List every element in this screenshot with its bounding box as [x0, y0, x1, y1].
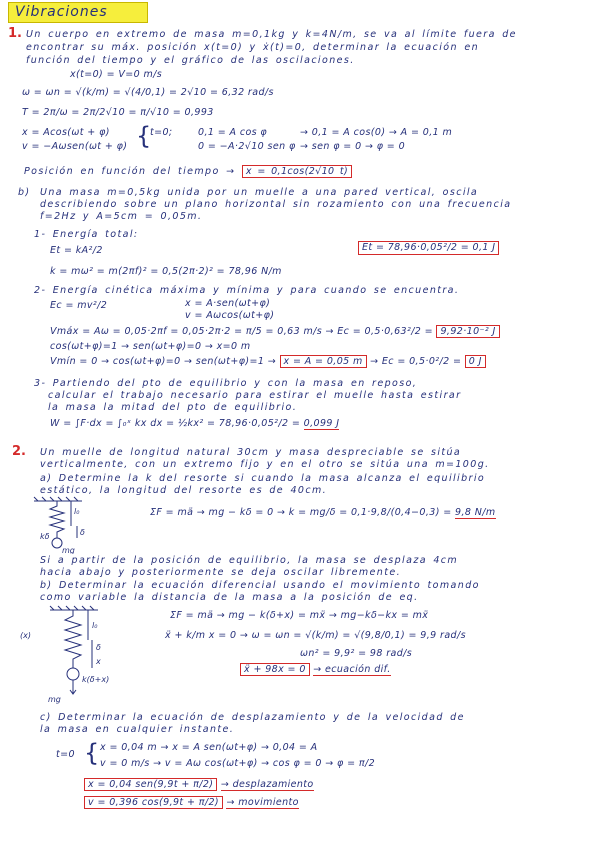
displacement-equation: x = 0,04 sen(9,9t + π/2) — [84, 778, 217, 791]
elongation-label: δ — [96, 643, 101, 652]
problem-2-number: 2. — [12, 444, 26, 459]
position-function-result: x = 0,1cos(2√10 t) — [242, 165, 352, 178]
static-spring-diagram — [22, 496, 122, 554]
initial-position-condition: x = 0,04 m → x = A sen(ωt+φ) → 0,04 = A — [100, 742, 318, 753]
amplitude-result: → 0,1 = A cos(0) → A = 0,1 m — [300, 127, 453, 138]
axis-label: (x) — [20, 631, 31, 640]
ceiling-hatch — [34, 497, 78, 501]
displacement-label: x — [96, 657, 101, 666]
page-title: Vibraciones — [8, 2, 148, 23]
displacement-formula: x = A·sen(ωt+φ) — [185, 298, 271, 309]
weight-label: mg — [48, 695, 61, 704]
velocity-label: → movimiento — [226, 797, 299, 808]
spring-constant-formula: k = mω² = m(2πf)² = 0,5(2π·2)² = 78,96 N/m — [50, 266, 282, 277]
spring-force-label: k(δ+x) — [82, 675, 110, 684]
elongation-label: δ — [80, 528, 85, 537]
intro-line-2: hacia abajo y posteriormente se deja oscilar libremente. — [40, 567, 402, 578]
equilibrium-position-line: cos(ωt+φ)=1 → sen(ωt+φ)=0 → x=0 m — [50, 341, 251, 352]
position-function-line — [24, 166, 352, 178]
oscillating-spring-diagram — [18, 604, 138, 704]
problem-1-statement-line-1: Un cuerpo en extremo de masa m=0,1kg y k=4N/m, se va al límite fuera de — [26, 29, 517, 40]
work-line — [50, 418, 339, 430]
problem-1-statement-line-2: encontrar su máx. posición x(t=0) y ẋ(t)=0, determinar la ecuación en — [26, 42, 479, 53]
phase-result: → sen φ = 0 → φ = 0 — [300, 141, 406, 152]
hanging-mass — [67, 668, 79, 680]
min-velocity-line — [50, 356, 486, 368]
problem-1b-label: b) — [18, 187, 31, 198]
hanging-mass — [52, 538, 62, 548]
part-a-line-1: a) Determine la k del resorte si cuando la masa alcanza el equilibrio — [40, 473, 486, 484]
newton-second-law-line: ΣF = mä → mg − k(δ+x) = mẍ → mg−kδ−kx = mẍ — [170, 610, 429, 621]
differential-equation-result: ẍ + 98x = 0 — [240, 663, 310, 676]
min-velocity-position: x = A = 0,05 m — [280, 355, 367, 368]
problem-1b-statement-line-2: describiendo sobre un plano horizontal sin rozamiento con una frecuencia — [40, 199, 512, 210]
part-3-title-line-3: la masa la mitad del pto de equilibrio. — [48, 402, 298, 413]
problem-1b-statement-line-3: f=2Hz y A=5cm = 0,05m. — [40, 211, 203, 222]
velocity-result-line — [84, 797, 299, 809]
part-3-title-line-1: 3- Partiendo del pto de equilibrio y con la masa en reposo, — [34, 378, 418, 389]
natural-length-label: l₀ — [74, 507, 80, 516]
spring-coil — [50, 501, 64, 538]
part-b-line-1: b) Determinar la ecuación diferencial usando el movimiento tomando — [40, 580, 480, 591]
problem-1-number: 1. — [8, 26, 22, 41]
natural-frequency-line: ẍ + k/m x = 0 → ω = ωn = √(k/m) = √(9,8/0,1) = 9,9 rad/s — [165, 630, 466, 641]
part-a-line-2: estático, la longitud del resorte es de 40cm. — [40, 485, 328, 496]
position-function-label: Posición en función del tiempo → — [24, 166, 236, 177]
force-balance-formula: ΣF = mä → mg − kδ = 0 → k = mg/δ = 0,1·9,8/(0,4−0,3) = — [150, 507, 456, 518]
condition-brace: { — [84, 739, 100, 767]
part-3-title-line-2: calcular el trabajo necesario para estirar el muelle hasta estirar — [48, 390, 462, 401]
part-b-line-2: como variable la distancia de la masa a la posición de eq. — [40, 592, 419, 603]
total-energy-result: Et = 78,96·0,05²/2 = 0,1 J — [358, 241, 499, 255]
displacement-label: → desplazamiento — [220, 779, 314, 790]
condition-position: 0,1 = A cos φ — [198, 127, 268, 138]
problem-2-statement-line-1: Un muelle de longitud natural 30cm y masa despreciable se sitúa — [40, 447, 462, 458]
ceiling-hatch — [50, 606, 94, 610]
spring-coil — [65, 610, 81, 668]
displacement-result-line — [84, 779, 314, 791]
problem-1b-statement-line-1: Una masa m=0,5kg unida por un muelle a una pared vertical, oscila — [40, 187, 479, 198]
angular-frequency-formula: ω = ωn = √(k/m) = √(4/0,1) = 2√10 = 6,32 rad/s — [22, 87, 274, 98]
initial-time-label: t=0 — [56, 749, 75, 760]
frequency-squared-line: ωn² = 9,9² = 98 rad/s — [300, 648, 413, 659]
differential-equation-line — [240, 664, 391, 676]
period-formula: T = 2π/ω = 2π/2√10 = π/√10 = 0,993 — [22, 107, 214, 118]
kinetic-energy-formula: Ec = mv²/2 — [50, 300, 108, 311]
total-energy-formula: Et = kA²/2 — [50, 245, 103, 256]
intro-line-1: Si a partir de la posición de equilibrio, la masa se desplaza 4cm — [40, 555, 459, 566]
spring-force-label: kδ — [40, 532, 50, 541]
condition-velocity: 0 = −A·2√10 sen φ — [198, 141, 296, 152]
max-kinetic-energy-result: 9,92·10⁻² J — [436, 325, 499, 338]
problem-2-statement-line-2: verticalmente, con un extremo fijo y en el otro se sitúa una m=100g. — [40, 459, 490, 470]
natural-length-label: l₀ — [92, 621, 98, 630]
initial-time-label: t=0; — [150, 127, 173, 138]
work-formula: W = ∫F·dx = ∫₀ˣ kx dx = ½kx² = 78,96·0,05²/2 = — [50, 418, 304, 429]
work-result: 0,099 J — [303, 418, 340, 429]
max-kinetic-energy-formula: → Ec = 0,5·0,63²/2 = — [325, 326, 437, 337]
velocity-equation: v = 0,396 cos(9,9t + π/2) — [84, 796, 223, 809]
part-c-line-2: la masa en cualquier instante. — [40, 724, 235, 735]
differential-equation-label: → ecuación dif. — [313, 664, 391, 675]
min-kinetic-energy-formula: → Ec = 0,5·0²/2 = — [370, 356, 465, 367]
velocity-formula: v = Aωcos(ωt+φ) — [185, 310, 275, 321]
spring-constant-line — [150, 507, 496, 519]
part-c-line-1: c) Determinar la ecuación de desplazamiento y de la velocidad de — [40, 712, 465, 723]
position-equation: x = Acos(ωt + φ) — [22, 127, 110, 138]
max-velocity-line — [50, 326, 500, 338]
condition-brace: { — [136, 122, 152, 150]
min-velocity-formula: Vmín = 0 → cos(ωt+φ)=0 → sen(ωt+φ)=1 → — [50, 356, 280, 367]
initial-velocity-condition: v = 0 m/s → v = Aω cos(ωt+φ) → cos φ = 0 → φ = π/2 — [100, 758, 376, 769]
problem-1-statement-line-3: función del tiempo y el gráfico de las oscilaciones. — [26, 55, 355, 66]
velocity-equation: v = −Aωsen(ωt + φ) — [22, 141, 128, 152]
part-1-title: 1- Energía total: — [34, 229, 139, 240]
spring-constant-result: 9,8 N/m — [455, 507, 496, 518]
part-2-title: 2- Energía cinética máxima y mínima y para cuando se encuentra. — [34, 285, 460, 296]
weight-label: mg — [62, 546, 75, 554]
max-velocity-formula: Vmáx = Aω = 0,05·2πf = 0,05·2π·2 = π/5 = 0,63 m/s — [50, 326, 323, 337]
min-kinetic-energy-result: 0 J — [465, 355, 486, 368]
initial-conditions: x(t=0) = V=0 m/s — [70, 69, 163, 80]
